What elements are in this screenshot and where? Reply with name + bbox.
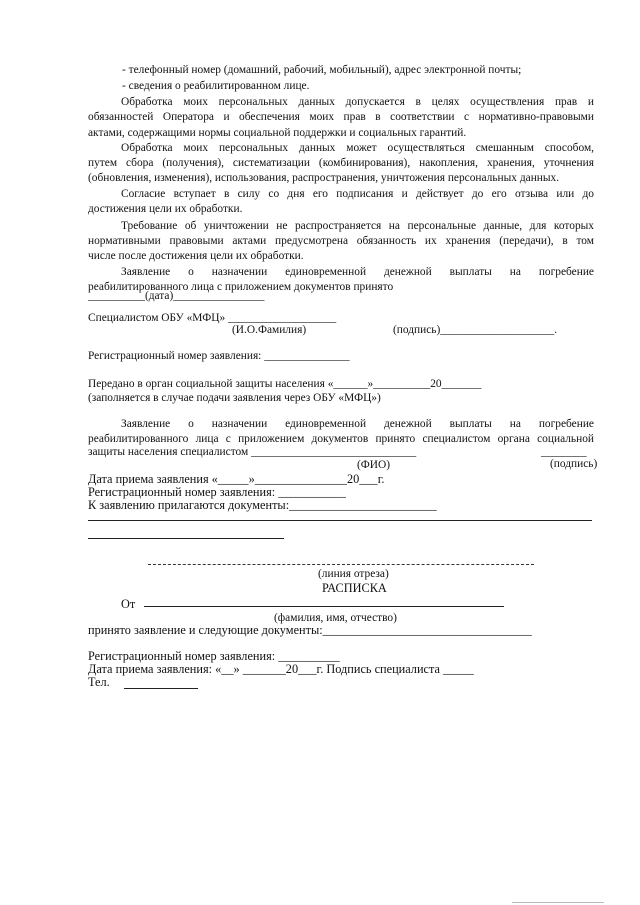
consent-paragraph-4-line-2: нормативными правовыми актами предусмотрена обязанность их хранения (передачи), в том (88, 235, 594, 247)
consent-paragraph-2-line-1: Обработка моих персональных данных может осуществляться смешанным способом, (121, 142, 594, 154)
consent-paragraph-4-line-3: числе после достижения цели их обработки. (88, 250, 304, 262)
transferred-to-social-protection: Передано в орган социальной защиты населения «______»__________20_______ (88, 378, 482, 390)
attached-documents: К заявлению прилагаются документы:________________________ (88, 498, 437, 512)
application-accepted-line-1: Заявление о назначении единовременной денежной выплаты на погребение (121, 266, 594, 278)
mfc-fio-caption: (И.О.Фамилия) (232, 324, 307, 336)
attached-documents-blank-line-1 (88, 520, 592, 521)
acceptance-date-field: __________(дата)________________ (88, 290, 265, 302)
consent-paragraph-1-line-3: актами, содержащими нормы социальной поддержки и социальных гарантий. (88, 127, 467, 139)
receipt-title: РАСПИСКА (322, 581, 387, 595)
bullet-rehabilitated: - сведения о реабилитированном лице. (122, 80, 310, 92)
receipt-registration-number: Регистрационный номер заявления: __________ (88, 649, 340, 663)
consent-paragraph-3-line-2: достижения цели их обработки. (88, 203, 243, 215)
social-date-received: Дата приема заявления «_____»_______________20___г. (88, 472, 385, 486)
transferred-note: (заполняется в случае подачи заявления через ОБУ «МФЦ») (88, 392, 381, 404)
social-acceptance-line-2: реабилитированного лица с приложением документов принято специалистом органа социальной (88, 433, 594, 445)
social-signature-blank: ________ (541, 446, 587, 458)
consent-paragraph-1-line-2: обязанностей Оператора и обеспечения моих прав в соответствии с нормативно-правовыми (88, 111, 594, 123)
receipt-phone-blank-line (124, 688, 198, 689)
receipt-accepted-documents: принято заявление и следующие документы:__________________________________ (88, 623, 532, 637)
receipt-from-blank-line (144, 606, 504, 607)
receipt-from-caption: (фамилия, имя, отчество) (274, 612, 397, 624)
consent-paragraph-2-line-2: путем сбора (получения), систематизации (комбинирования), накопления, хранения, уточнения (88, 157, 594, 169)
receipt-date-and-signature: Дата приема заявления: «__» _______20___г. Подпись специалиста _____ (88, 662, 474, 676)
attached-documents-blank-line-2 (88, 538, 284, 539)
cut-line-caption: (линия отреза) (318, 568, 389, 580)
receipt-from-label: От (121, 597, 136, 611)
social-fio-caption: (ФИО) (357, 459, 391, 471)
social-registration-number: Регистрационный номер заявления: ___________ (88, 485, 346, 499)
cut-line (148, 564, 534, 565)
social-signature-caption: (подпись) (550, 458, 598, 470)
mfc-specialist-line: Специалистом ОБУ «МФЦ» ___________________ (88, 312, 337, 324)
consent-paragraph-3-line-1: Согласие вступает в силу со дня его подписания и действует до его отзыва или до (121, 188, 594, 200)
receipt-phone-label: Тел. (88, 675, 110, 689)
bullet-phone: - телефонный номер (домашний, рабочий, мобильный), адрес электронной почты; (122, 64, 522, 76)
mfc-registration-number: Регистрационный номер заявления: _______________ (88, 350, 350, 362)
social-acceptance-line-1: Заявление о назначении единовременной денежной выплаты на погребение (121, 418, 594, 430)
consent-paragraph-2-line-3: (обновления, изменения), использования, распространения, уничтожения персональных данных. (88, 172, 560, 184)
consent-paragraph-4-line-1: Требование об уничтожении не распространяется на персональные данные, для которых (121, 220, 594, 232)
application-accepted-line-2: реабилитированного лица с приложением документов принято (88, 281, 394, 293)
consent-paragraph-1-line-1: Обработка моих персональных данных допускается в целях осуществления прав и (121, 96, 594, 108)
scan-mark (512, 902, 604, 903)
social-acceptance-line-3: защиты населения специалистом _____________________________ (88, 446, 417, 458)
mfc-signature-caption: (подпись)____________________. (393, 324, 558, 336)
